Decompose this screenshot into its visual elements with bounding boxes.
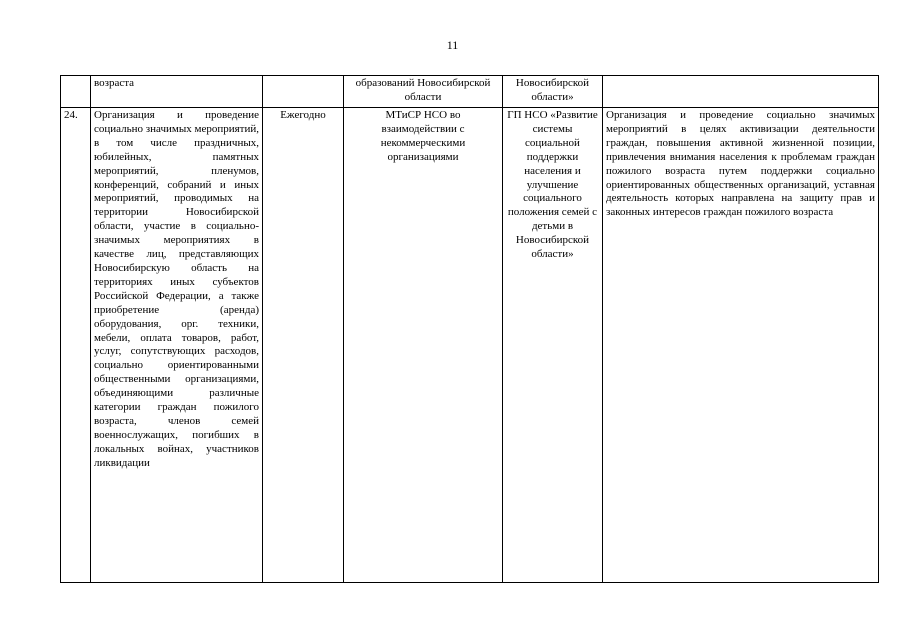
- cell-executor: образований Новосибирской области: [344, 76, 503, 108]
- cell-result: [603, 76, 879, 108]
- cell-period: Ежегодно: [263, 108, 344, 583]
- measures-table: [60, 75, 879, 583]
- cell-result: Организация и проведение социально значимых мероприятий в целях активизации деятельности граждан, повышения активной жизненной позиции, привлечения внимания населения к проблемам граждан пожилого возраста путем поддержки социально ориентированных общественных организаций, уставная деятельность которых направлена на защиту прав и законных интересов граждан пожилого возраста: [603, 108, 879, 583]
- page-number: 11: [446, 38, 459, 52]
- cell-event: возраста: [91, 76, 263, 108]
- cell-period: [263, 76, 344, 108]
- cell-number: 24.: [61, 108, 91, 583]
- table-row-continuation: [61, 76, 879, 108]
- cell-executor: МТиСР НСО во взаимодействии с некоммерческими организациями: [344, 108, 503, 583]
- cell-program: Новосибирской области»: [503, 76, 603, 108]
- cell-program: ГП НСО «Развитие системы социальной поддержки населения и улучшение социального положения семей с детьми в Новосибирской области»: [503, 108, 603, 583]
- table-row-24: [61, 108, 879, 583]
- cell-event: Организация и проведение социально значимых мероприятий, в том числе праздничных, юбилейных, памятных мероприятий, пленумов, конференций, собраний и иных мероприятий, проводимых на территории Новосибирской области, участие в социально-значимых мероприятиях в качестве лиц, представляющих Новосибирскую область на территориях иных субъектов Российской Федерации, а также приобретение (аренда) оборудования, орг. техники, мебели, оплата товаров, работ, услуг, сопутствующих расходов, социально ориентированными общественными организациями, объединяющими различные категории граждан пожилого возраста, членов семей военнослужащих, погибших в локальных войнах, участников ликвидации: [91, 108, 263, 583]
- cell-number: [61, 76, 91, 108]
